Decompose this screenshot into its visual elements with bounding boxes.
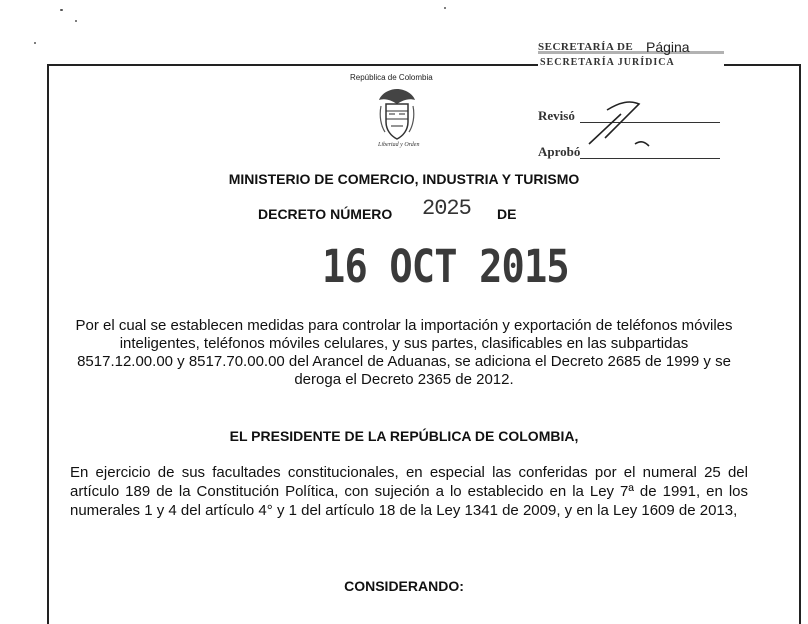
decree-de: DE [497,206,517,222]
decree-label: DECRETO NÚMERO [258,206,393,222]
decree-date-stamp: 16 OCT 2015 [322,240,569,293]
republic-heading: República de Colombia [350,73,433,82]
scan-speck [444,7,446,9]
decree-purpose: Por el cual se establecen medidas para controlar la importación y exportación de teléfonos móviles inteligentes, teléfonos móviles celulares, y sus partes, clasificables en las subpartidas 8517.12.00.00 y 8517.70.00.00 del Arancel de Aduanas, se adiciona el Decreto 2685 de 1999 y se deroga el Decreto 2365 de 2012. [75,317,733,388]
scan-speck [75,20,77,22]
president-heading: EL PRESIDENTE DE LA REPÚBLICA DE COLOMBIA, [229,428,579,444]
handwritten-signature [575,92,685,152]
ministry-title: MINISTERIO DE COMERCIO, INDUSTRIA Y TURISMO [228,171,580,187]
considering-heading: CONSIDERANDO: [344,578,464,594]
stamp-approved-label: Aprobó [538,144,581,159]
stamp-office: SECRETARÍA DE [538,41,634,53]
seal-motto: Libertad y Orden [378,142,420,148]
scan-speck [34,42,36,44]
stamp-page-label: Página [646,39,690,55]
legal-authority-paragraph: En ejercicio de sus facultades constitucionales, en especial las conferidas por el numeral 25 del artículo 189 de la Constitución Política, con sujeción a lo establecido en la Ley 7ª de 1991, en los numerales 1 y 4 del artículo 4° y 1 del artículo 18 de la Ley 1341 de 2009, y en la Ley 1609 de 2013, [70,464,748,519]
coat-of-arms-icon [377,86,417,144]
stamp-revised-label: Revisó [538,108,575,123]
scan-speck [60,9,63,11]
stamp-approved-line [580,158,720,159]
stamp-department: SECRETARÍA JURÍDICA [540,57,675,68]
decree-number: 2025 [422,196,471,221]
